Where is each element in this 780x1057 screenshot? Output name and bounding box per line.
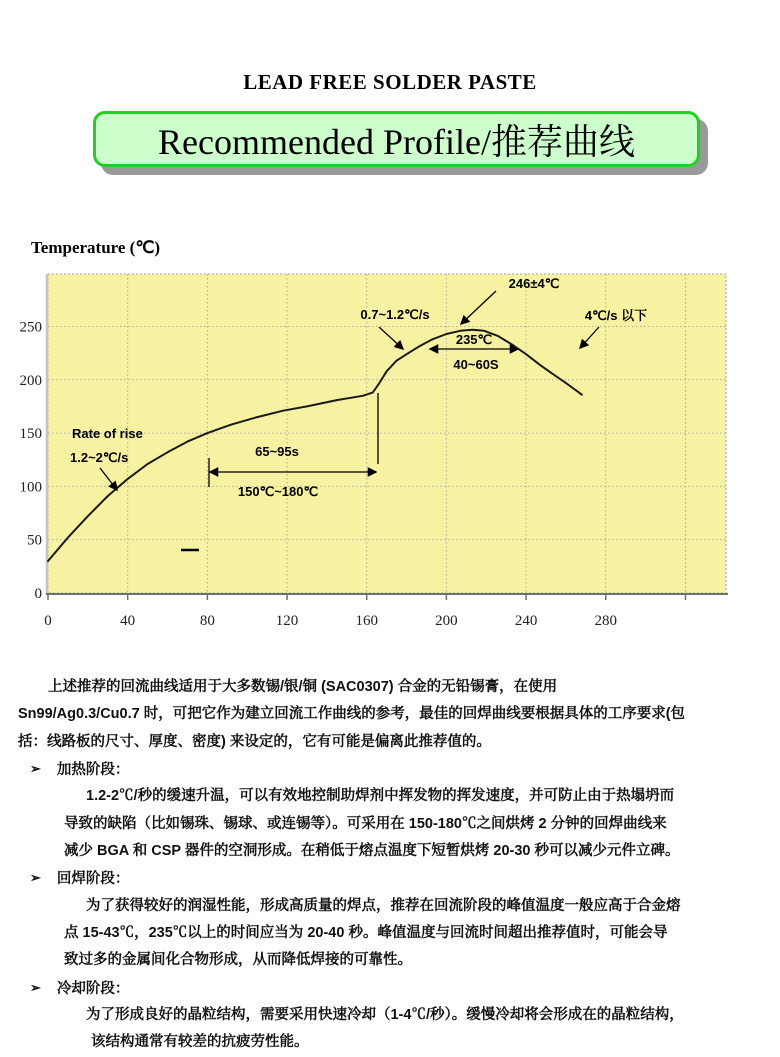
- soak-time-label: 65~95s: [255, 444, 299, 459]
- bullet-body-line: 该结构通常有较差的抗疲劳性能。: [91, 1034, 309, 1051]
- rate-of-rise-label: Rate of rise: [72, 426, 143, 441]
- bullet-body-line: 为了形成良好的晶粒结构，需要采用快速冷却（1-4℃/秒）。缓慢冷却将会形成在的晶粒结构，: [86, 1007, 684, 1024]
- page-title: LEAD FREE SOLDER PASTE: [243, 70, 537, 94]
- bullet-body-line: 为了获得较好的润湿性能，形成高质量的焊点，推荐在回流阶段的峰值温度一般应高于合金熔: [86, 897, 681, 914]
- reflow-time-label: 40~60S: [453, 357, 499, 372]
- bullet-heating-stage: [18, 756, 768, 783]
- axis-ticks: [48, 595, 685, 600]
- y-tick-label: 100: [19, 479, 42, 496]
- reflow-ramp-rate-label: 0.7~1.2℃/s: [360, 307, 430, 322]
- x-tick-label: 160: [355, 613, 378, 629]
- bullet-body-line: 点 15-43℃，235℃以上的时间应当为 20-40 秒。峰值温度与回流时间超出推荐值时，可能会导: [64, 925, 668, 942]
- bullet-body-line: 导致的缺陷（比如锡珠、锡球、或连锡等）。可采用在 150-180℃之间烘烤 2 分钟的回焊曲线来: [64, 815, 667, 832]
- bullet-title: 加热阶段：: [56, 762, 130, 779]
- recommended-profile-banner: [93, 111, 700, 167]
- y-tick-label: 250: [19, 319, 42, 336]
- reflow-temp-label: 235℃: [455, 332, 493, 347]
- y-tick-label: 0: [34, 586, 42, 602]
- x-tick-label: 240: [514, 613, 538, 629]
- x-tick-label: 280: [594, 613, 618, 629]
- x-tick-label: 0: [44, 613, 52, 629]
- y-tick-label: 200: [19, 372, 42, 389]
- bullet-body-line: 减少 BGA 和 CSP 器件的空洞形成。在稍低于熔点温度下短暂烘烤 20-30 秒可以减少元件立碑。: [64, 843, 680, 860]
- intro-line: 括：线路板的尺寸、厚度、密度) 来设定的，它有可能是偏离此推荐值的。: [18, 733, 491, 750]
- peak-temp-label: 246±4℃: [508, 276, 560, 291]
- x-tick-label: 40: [120, 613, 136, 629]
- bullet-body-line: 致过多的金属间化合物形成，从而降低焊接的可靠性。: [64, 952, 412, 969]
- x-tick-label: 80: [199, 613, 215, 629]
- body-text: [18, 674, 768, 1057]
- preheat-ramp-rate-label: 1.2~2℃/s: [70, 450, 129, 465]
- banner-label: Recommended Profile/推荐曲线: [158, 121, 635, 162]
- reflow-profile-chart: [0, 228, 780, 660]
- intro-line: 上述推荐的回流曲线适用于大多数锡/银/铜 (SAC0307) 合金的无铅锡膏，在使用: [48, 679, 558, 695]
- chart-canvas: [0, 228, 780, 660]
- intro-line: Sn99/Ag0.3/Cu0.7 时，可把它作为建立回流工作曲线的参考，最佳的回焊曲线要根据具体的工序要求(包: [18, 706, 686, 723]
- bullet-title: 冷却阶段：: [56, 980, 130, 997]
- y-tick-label: 50: [27, 532, 42, 549]
- bullet-arrow-icon: ➢: [30, 761, 41, 777]
- bullet-body-line: 1.2-2℃/秒的缓速升温，可以有效地控制助焊剂中挥发物的挥发速度，并可防止由于热塌坍而: [86, 788, 675, 805]
- bullet-arrow-icon: ➢: [30, 979, 41, 995]
- bullet-cooling-stage: [18, 975, 768, 1002]
- soak-range-label: 150℃~180℃: [237, 484, 319, 499]
- x-tick-label: 120: [275, 613, 299, 629]
- bullet-title: 回焊阶段：: [56, 871, 130, 888]
- cooling-rate-label: 4℃/s 以下: [584, 308, 648, 323]
- bullet-reflow-stage: [18, 865, 768, 892]
- x-tick-label: 200: [435, 613, 458, 629]
- bullet-arrow-icon: ➢: [30, 870, 41, 886]
- y-tick-label: 150: [19, 426, 42, 443]
- y-axis-title: Temperature (℃): [31, 238, 161, 257]
